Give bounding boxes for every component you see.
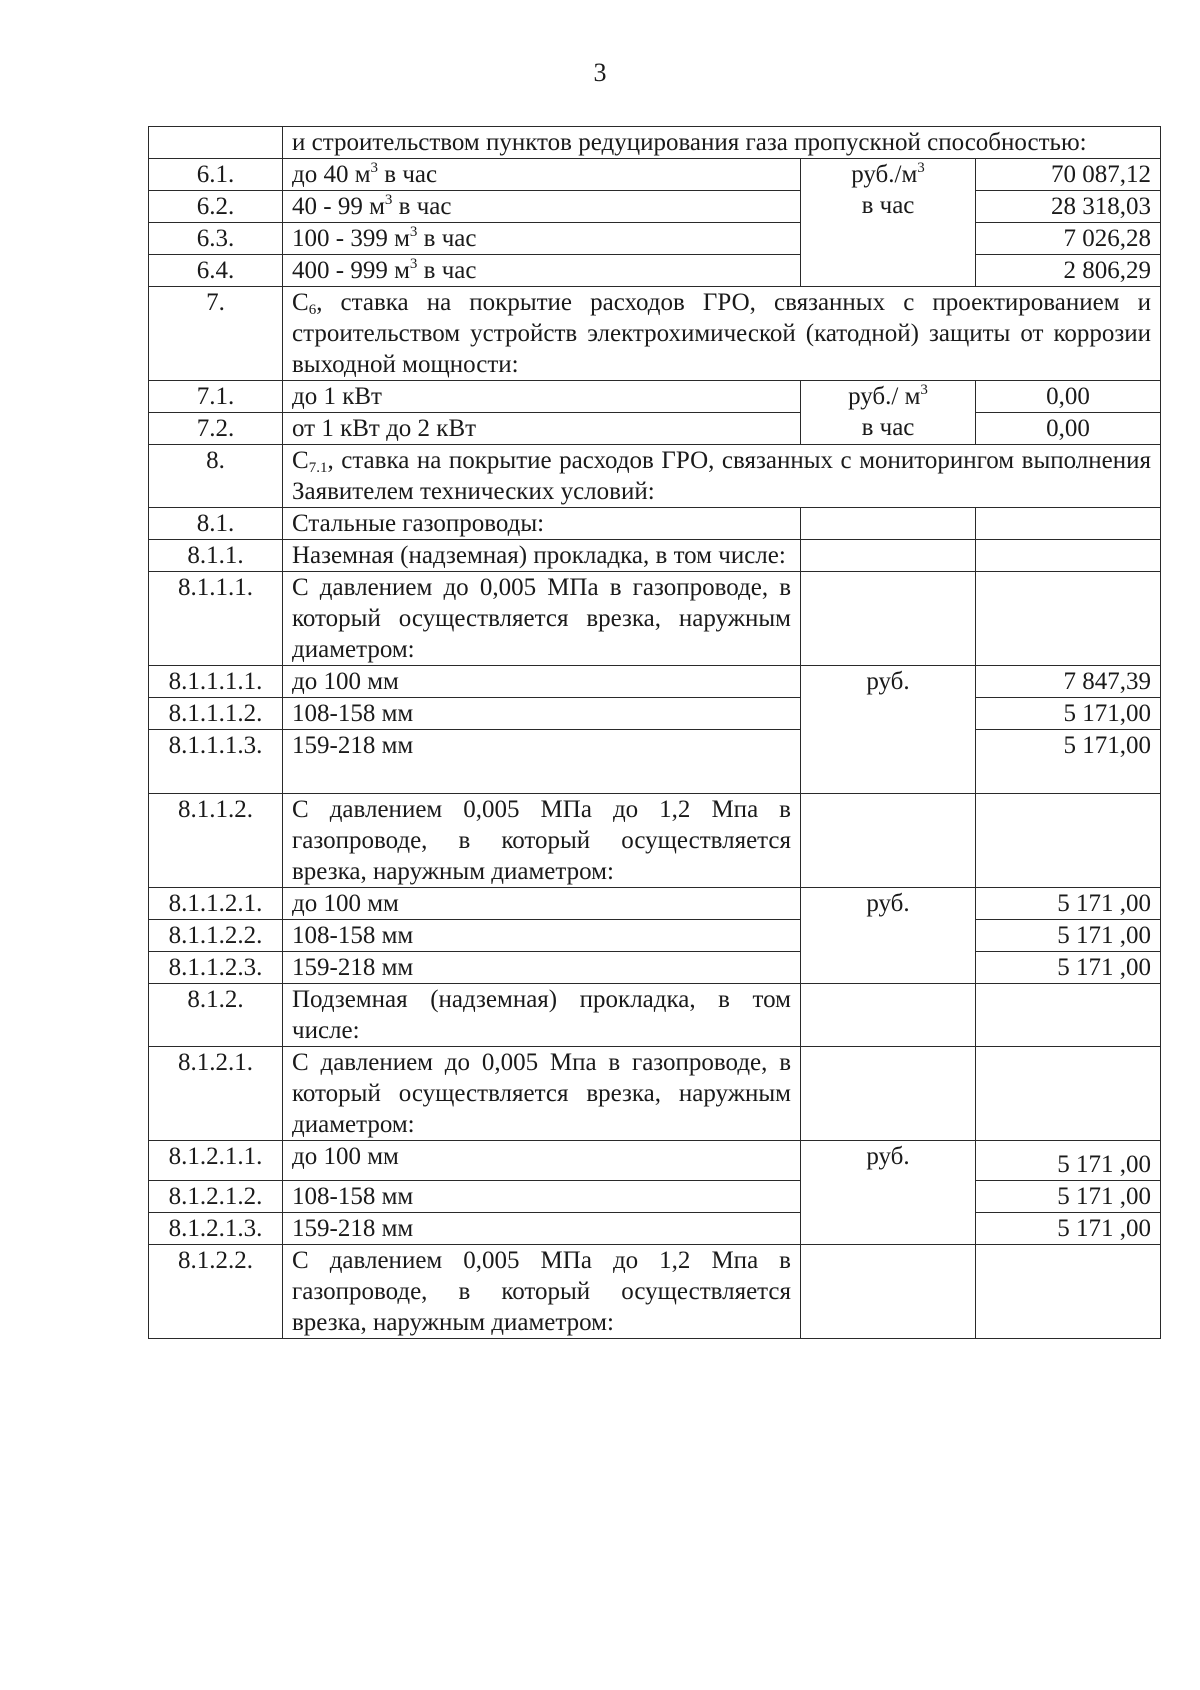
unit-cell xyxy=(801,1245,976,1339)
table-row xyxy=(149,127,1161,159)
table-row xyxy=(149,413,1161,445)
row-number: 8.1.2.1.3. xyxy=(149,1213,283,1245)
unit-cell xyxy=(801,1047,976,1141)
value-cell: 5 171 ,00 xyxy=(976,952,1161,984)
value-cell: 0,00 xyxy=(976,381,1161,413)
row-description: до 100 мм xyxy=(283,666,801,698)
value-cell: 7 026,28 xyxy=(976,223,1161,255)
value-cell: 5 171 ,00 xyxy=(976,1181,1161,1213)
row-description: С давлением 0,005 МПа до 1,2 Мпа в газопроводе, в который осуществляется врезка, наружным диаметром: xyxy=(283,794,801,888)
row-number: 6.3. xyxy=(149,223,283,255)
value-cell: 5 171 ,00 xyxy=(976,1213,1161,1245)
value-cell xyxy=(976,1245,1161,1339)
row-number: 6.2. xyxy=(149,191,283,223)
row-number: 8.1.2. xyxy=(149,984,283,1047)
value-cell: 70 087,12 xyxy=(976,159,1161,191)
row-description: 159-218 мм xyxy=(283,1213,801,1245)
table-row xyxy=(149,445,1161,508)
table-row xyxy=(149,794,1161,888)
row-number: 8.1.2.2. xyxy=(149,1245,283,1339)
value-cell xyxy=(976,572,1161,666)
value-cell xyxy=(976,508,1161,540)
table-row xyxy=(149,1213,1161,1245)
table-row xyxy=(149,287,1161,381)
unit-cell xyxy=(801,984,976,1047)
table-row xyxy=(149,1141,1161,1181)
table-row xyxy=(149,666,1161,698)
row-description: Стальные газопроводы: xyxy=(283,508,801,540)
table-row xyxy=(149,984,1161,1047)
row-description: 108-158 мм xyxy=(283,920,801,952)
value-cell: 5 171 ,00 xyxy=(976,888,1161,920)
row-description: С давлением 0,005 МПа до 1,2 Мпа в газопроводе, в который осуществляется врезка, наружным диаметром: xyxy=(283,1245,801,1339)
value-cell: 7 847,39 xyxy=(976,666,1161,698)
row-number: 8.1.1.2.2. xyxy=(149,920,283,952)
row-number: 7.1. xyxy=(149,381,283,413)
value-cell xyxy=(976,984,1161,1047)
row-description: 159-218 мм xyxy=(283,730,801,794)
row-number: 8.1.1. xyxy=(149,540,283,572)
unit-cell xyxy=(801,794,976,888)
row-number: 7.2. xyxy=(149,413,283,445)
unit-cell xyxy=(801,572,976,666)
row-number: 8.1.2.1. xyxy=(149,1047,283,1141)
unit-cell: $руб./м^3$ в час xyxy=(801,159,976,287)
unit-cell: руб. xyxy=(801,888,976,984)
row-description: до 40 $м^3$ в час xyxy=(283,159,801,191)
row-description: Наземная (надземная) прокладка, в том числе: xyxy=(283,540,801,572)
table-row xyxy=(149,952,1161,984)
table-row xyxy=(149,572,1161,666)
value-cell: 5 171,00 xyxy=(976,730,1161,794)
unit-cell: руб. xyxy=(801,1141,976,1245)
table-row xyxy=(149,920,1161,952)
row-number: 7. xyxy=(149,287,283,381)
row-description: 40 - 99 $м^3$ в час xyxy=(283,191,801,223)
table-row xyxy=(149,255,1161,287)
value-cell xyxy=(976,540,1161,572)
row-number: 8.1.1.2.1. xyxy=(149,888,283,920)
value-cell: 2 806,29 xyxy=(976,255,1161,287)
value-cell: 28 318,03 xyxy=(976,191,1161,223)
row-description: 108-158 мм xyxy=(283,1181,801,1213)
row-number xyxy=(149,127,283,159)
row-description: 100 - 399 $м^3$ в час xyxy=(283,223,801,255)
table-row xyxy=(149,159,1161,191)
row-description: 400 - 999 $м^3$ в час xyxy=(283,255,801,287)
unit-cell xyxy=(801,508,976,540)
value-cell xyxy=(976,794,1161,888)
row-description: до 100 мм xyxy=(283,1141,801,1181)
unit-cell: руб./ $м^3$ в час xyxy=(801,381,976,445)
row-number: 8.1.2.1.1. xyxy=(149,1141,283,1181)
row-description: от 1 кВт до 2 кВт xyxy=(283,413,801,445)
table-row xyxy=(149,223,1161,255)
row-number: 6.1. xyxy=(149,159,283,191)
row-number: 8.1. xyxy=(149,508,283,540)
table-row xyxy=(149,698,1161,730)
row-number: 8.1.1.1.1. xyxy=(149,666,283,698)
table-row xyxy=(149,540,1161,572)
row-description: 108-158 мм xyxy=(283,698,801,730)
row-description: С давлением до 0,005 Мпа в газопроводе, в который осуществляется врезка, наружным диаметром: xyxy=(283,1047,801,1141)
value-cell: 5 171 ,00 xyxy=(976,920,1161,952)
row-number: 6.4. xyxy=(149,255,283,287)
table-row xyxy=(149,1181,1161,1213)
row-description: 159-218 мм xyxy=(283,952,801,984)
row-number: 8.1.1.1.3. xyxy=(149,730,283,794)
row-number: 8.1.1.1. xyxy=(149,572,283,666)
row-description: С давлением до 0,005 МПа в газопроводе, в который осуществляется врезка, наружным диаметром: xyxy=(283,572,801,666)
value-cell: 5 171,00 xyxy=(976,698,1161,730)
row-description: $С_{7.1}$, ставка на покрытие расходов ГРО, связанных с мониторингом выполнения Заявителем технических условий: xyxy=(283,445,1161,508)
row-description: и строительством пунктов редуцирования газа пропускной способностью: xyxy=(283,127,1161,159)
value-cell: 5 171 ,00 xyxy=(976,1141,1161,1181)
table-row xyxy=(149,1047,1161,1141)
page-number: 3 xyxy=(593,58,607,87)
unit-cell xyxy=(801,540,976,572)
table-row xyxy=(149,381,1161,413)
row-description: до 100 мм xyxy=(283,888,801,920)
row-number: 8.1.1.1.2. xyxy=(149,698,283,730)
row-description: $С_6$, ставка на покрытие расходов ГРО, связанных с проектированием и строительством устройств электрохимической (катодной) защиты от коррозии выходной мощности: xyxy=(283,287,1161,381)
table-row xyxy=(149,1245,1161,1339)
tariff-table xyxy=(148,126,1161,1339)
unit-cell: руб. xyxy=(801,666,976,794)
row-description: Подземная (надземная) прокладка, в том числе: xyxy=(283,984,801,1047)
value-cell: 0,00 xyxy=(976,413,1161,445)
row-description: до 1 кВт xyxy=(283,381,801,413)
row-number: 8.1.2.1.2. xyxy=(149,1181,283,1213)
table-row xyxy=(149,508,1161,540)
table-row xyxy=(149,191,1161,223)
row-number: 8.1.1.2.3. xyxy=(149,952,283,984)
row-number: 8. xyxy=(149,445,283,508)
value-cell xyxy=(976,1047,1161,1141)
table-row xyxy=(149,730,1161,794)
table-row xyxy=(149,888,1161,920)
row-number: 8.1.1.2. xyxy=(149,794,283,888)
